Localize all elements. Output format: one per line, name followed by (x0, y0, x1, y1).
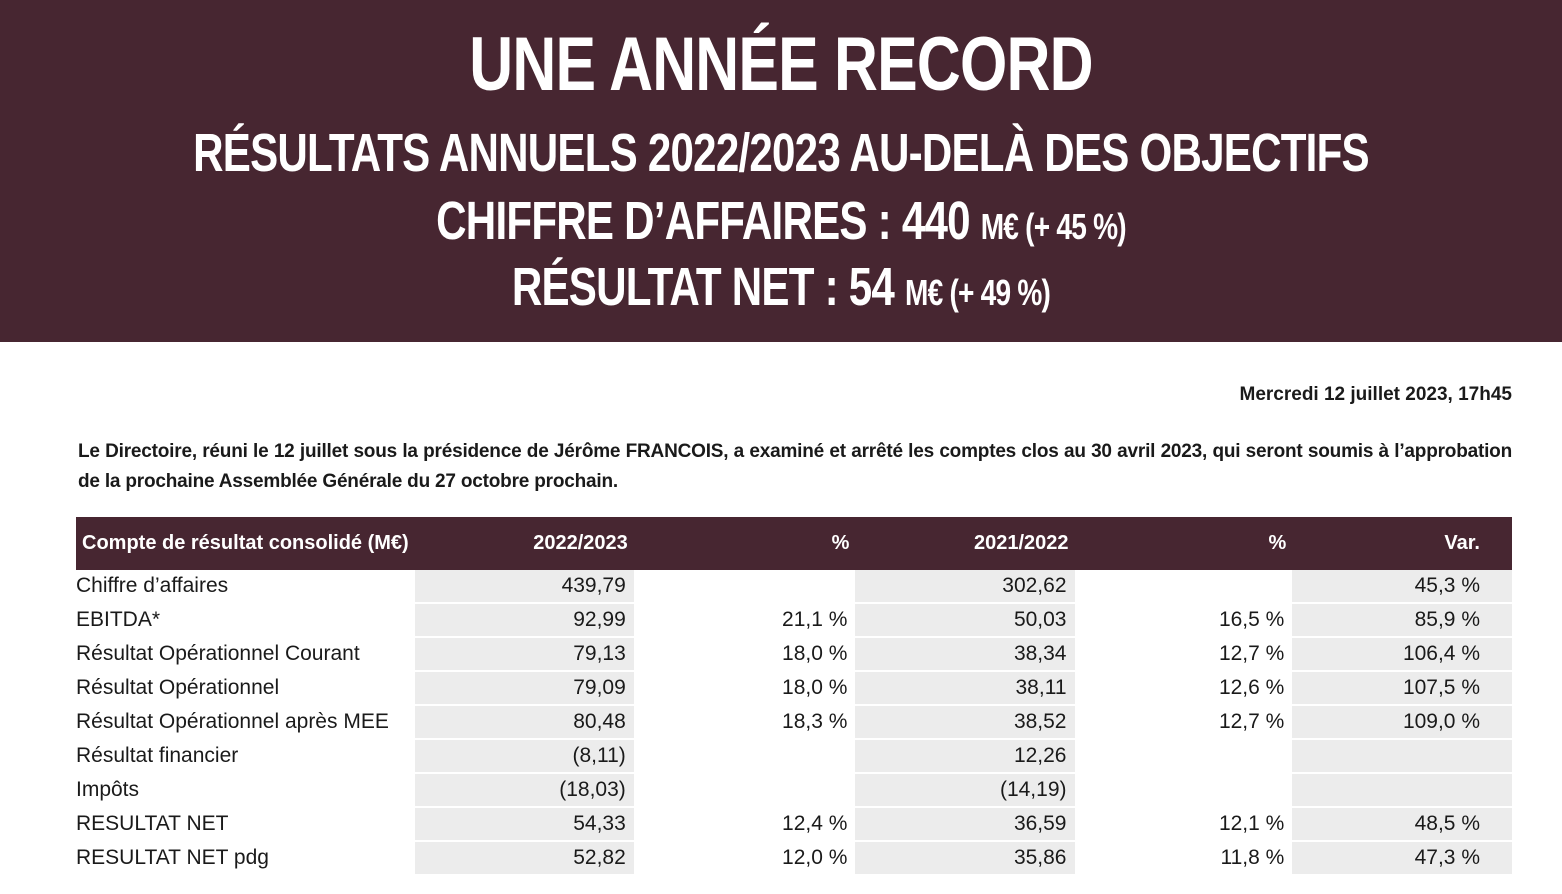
table-row (76, 671, 1512, 705)
net-result-label: RÉSULTAT NET : 54 (511, 257, 895, 317)
value-2021-2022: 38,34 (855, 637, 1074, 671)
pct-2021-2022: 11,8 % (1075, 841, 1293, 875)
table-row (76, 807, 1512, 841)
publication-date: Mercredi 12 juillet 2023, 17h45 (1239, 384, 1512, 405)
pct-2021-2022: 12,7 % (1075, 705, 1293, 739)
variation (1292, 739, 1512, 773)
variation: 107,5 % (1292, 671, 1512, 705)
revenue-headline (172, 190, 1390, 258)
value-2021-2022: 36,59 (855, 807, 1074, 841)
value-2022-2023: 80,48 (415, 705, 634, 739)
pct-2021-2022 (1075, 570, 1293, 603)
header-2022-2023: 2022/2023 (415, 517, 634, 570)
row-label: Résultat financier (76, 739, 415, 773)
value-2021-2022: 302,62 (855, 570, 1074, 603)
row-label: Résultat Opérationnel Courant (76, 637, 415, 671)
subtitle: RÉSULTATS ANNUELS 2022/2023 AU-DELÀ DES OBJECTIFS (193, 123, 1369, 183)
pct-2021-2022: 16,5 % (1075, 603, 1293, 637)
header-2021-2022: 2021/2022 (855, 517, 1074, 570)
revenue-unit: M€ (+ 45 %) (980, 206, 1126, 247)
variation: 85,9 % (1292, 603, 1512, 637)
variation: 47,3 % (1292, 841, 1512, 875)
pct-2021-2022: 12,1 % (1075, 807, 1293, 841)
variation: 109,0 % (1292, 705, 1512, 739)
row-label: RESULTAT NET pdg (76, 841, 415, 875)
table-row (76, 705, 1512, 739)
value-2021-2022: (14,19) (855, 773, 1074, 807)
value-2022-2023: 54,33 (415, 807, 634, 841)
pct-2022-2023: 12,4 % (634, 807, 856, 841)
header-pct-2022-2023: % (634, 517, 856, 570)
row-label: Impôts (76, 773, 415, 807)
value-2021-2022: 12,26 (855, 739, 1074, 773)
pct-2021-2022 (1075, 773, 1293, 807)
table-row (76, 603, 1512, 637)
pct-2022-2023: 18,0 % (634, 637, 856, 671)
header-pct-2021-2022: % (1075, 517, 1293, 570)
intro-paragraph: Le Directoire, réuni le 12 juillet sous la présidence de Jérôme FRANCOIS, a examiné et arrêté les comptes clos au 30 avril 2023, qui seront soumis à l’approbation de la prochaine Assemblée Générale du 27 octobre prochain. (78, 441, 1512, 492)
header-banner (0, 0, 1562, 342)
value-2021-2022: 50,03 (855, 603, 1074, 637)
variation: 48,5 % (1292, 807, 1512, 841)
value-2022-2023: 79,13 (415, 637, 634, 671)
header-variation: Var. (1292, 517, 1512, 570)
value-2021-2022: 38,52 (855, 705, 1074, 739)
income-statement-table (76, 517, 1512, 876)
table-row (76, 637, 1512, 671)
value-2022-2023: 439,79 (415, 570, 634, 603)
pct-2022-2023 (634, 739, 856, 773)
table-header-row (76, 517, 1512, 570)
main-title: UNE ANNÉE RECORD (469, 22, 1093, 107)
row-label: EBITDA* (76, 603, 415, 637)
value-2022-2023: 52,82 (415, 841, 634, 875)
table-row (76, 739, 1512, 773)
row-label: Résultat Opérationnel après MEE (76, 705, 415, 739)
table-row (76, 570, 1512, 603)
pct-2021-2022: 12,6 % (1075, 671, 1293, 705)
value-2022-2023: (8,11) (415, 739, 634, 773)
pct-2022-2023: 18,3 % (634, 705, 856, 739)
value-2022-2023: 79,09 (415, 671, 634, 705)
pct-2022-2023: 18,0 % (634, 671, 856, 705)
variation: 45,3 % (1292, 570, 1512, 603)
table-row (76, 841, 1512, 875)
row-label: Chiffre d’affaires (76, 570, 415, 603)
net-result-headline (172, 256, 1390, 324)
variation (1292, 773, 1512, 807)
value-2021-2022: 35,86 (855, 841, 1074, 875)
pct-2022-2023 (634, 773, 856, 807)
pct-2022-2023 (634, 570, 856, 603)
value-2022-2023: (18,03) (415, 773, 634, 807)
pct-2021-2022: 12,7 % (1075, 637, 1293, 671)
row-label: RESULTAT NET (76, 807, 415, 841)
header-label: Compte de résultat consolidé (M€) (76, 517, 415, 570)
pct-2022-2023: 12,0 % (634, 841, 856, 875)
value-2022-2023: 92,99 (415, 603, 634, 637)
variation: 106,4 % (1292, 637, 1512, 671)
pct-2021-2022 (1075, 739, 1293, 773)
value-2021-2022: 38,11 (855, 671, 1074, 705)
net-result-unit: M€ (+ 49 %) (904, 272, 1051, 313)
table-row (76, 773, 1512, 807)
pct-2022-2023: 21,1 % (634, 603, 856, 637)
row-label: Résultat Opérationnel (76, 671, 415, 705)
revenue-label: CHIFFRE D’AFFAIRES : 440 (436, 191, 970, 251)
